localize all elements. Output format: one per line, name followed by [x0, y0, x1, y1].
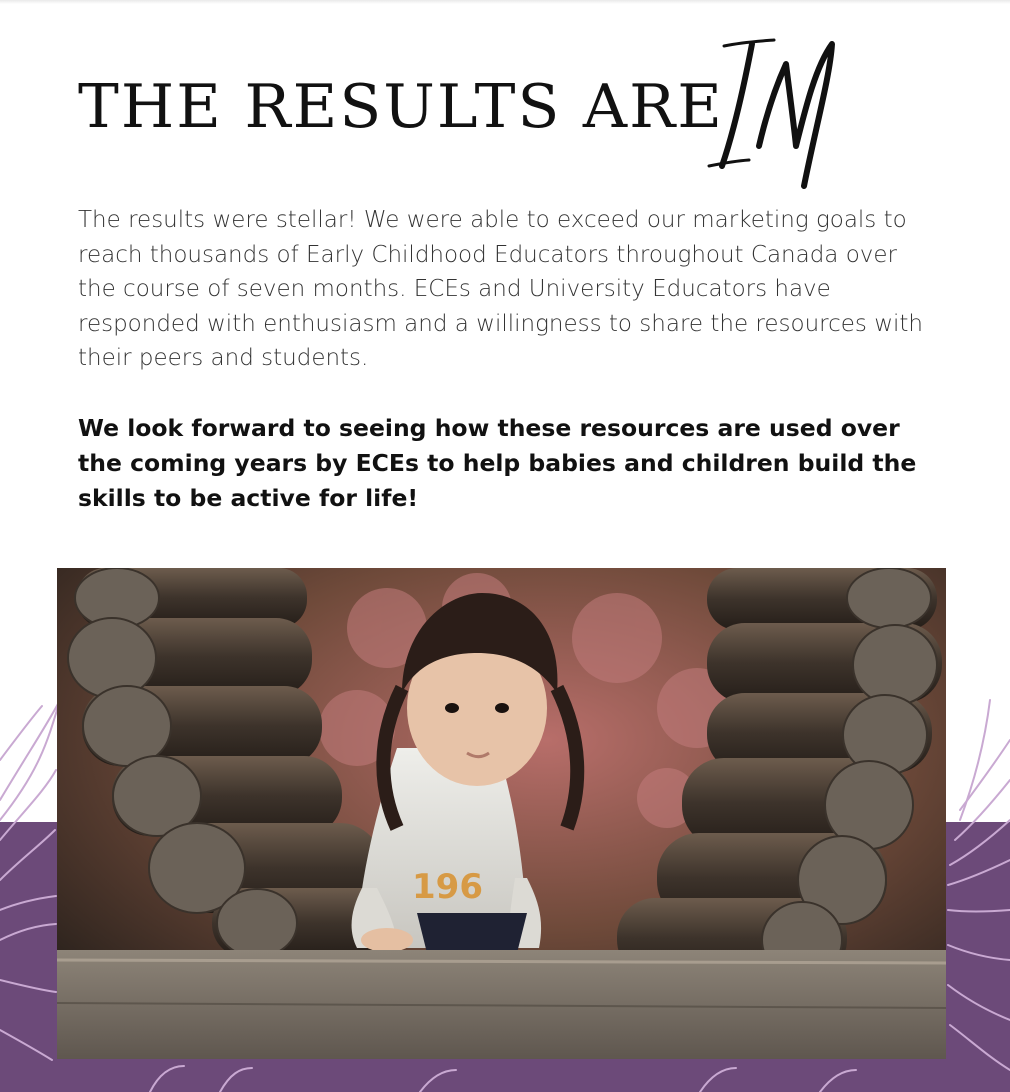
closing-statement: We look forward to seeing how these resources are used over the coming years by ECEs to help babies and children build the skills to be active for life! [78, 414, 917, 512]
heading-row [78, 36, 958, 196]
page-title: THE RESULTS ARE [78, 72, 724, 142]
top-divider [0, 0, 1010, 4]
svg-text:196: 196 [412, 867, 483, 907]
child-playground-photo [57, 568, 946, 1059]
intro-paragraph: The results were stellar! We were able to exceed our marketing goals to reach thousands of Early Childhood Educators throughout Canada over the course of seven months. ECEs and University Educators have responded with enthusiasm and a willingness to share the resources with their peers and students. [78, 207, 924, 372]
script-word-in [704, 36, 864, 196]
